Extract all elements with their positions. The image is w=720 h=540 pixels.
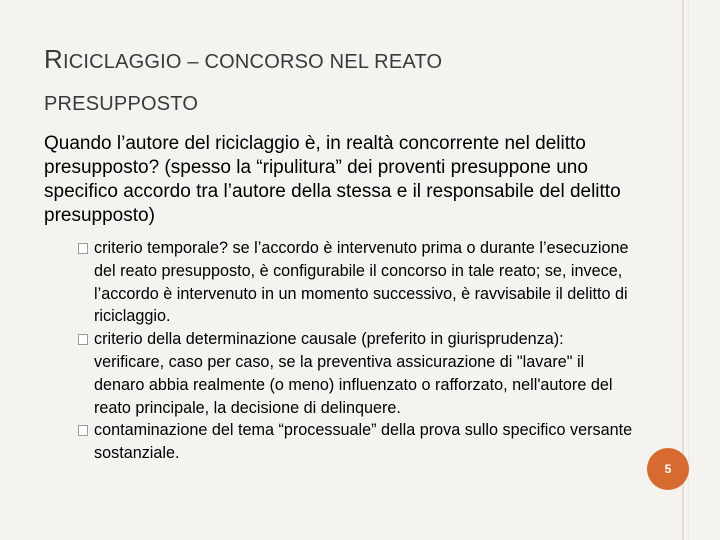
bullet-text: criterio della determinazione causale (preferito in giurisprudenza): verificare, caso per caso, se la preventiva assicurazione di "lavare" il denaro abbia realmente (o meno) influenzato o rafforzato, nell'autore del reato principale, la decisione di delinquere. bbox=[94, 330, 613, 417]
slide-title-line1 bbox=[44, 38, 644, 83]
page-number-badge: 5 bbox=[647, 448, 689, 490]
bullet-item bbox=[78, 419, 638, 465]
bullet-text: contaminazione del tema “processuale” della prova sullo specifico versante sostanziale. bbox=[94, 421, 633, 463]
slide-border-line-secondary bbox=[688, 0, 689, 540]
title-first-letter: R bbox=[44, 44, 63, 74]
checkbox-bullet-icon bbox=[78, 425, 88, 436]
bullet-item bbox=[78, 328, 638, 419]
checkbox-bullet-icon bbox=[78, 334, 88, 345]
bullet-list bbox=[78, 237, 638, 465]
title-rest: ICICLAGGIO – CONCORSO NEL REATO bbox=[62, 51, 443, 73]
checkbox-bullet-icon bbox=[78, 243, 88, 254]
slide-title bbox=[44, 38, 644, 125]
bullet-item bbox=[78, 237, 638, 328]
bullet-text: criterio temporale? se l’accordo è intervenuto prima o durante l’esecuzione del reato presupposto, è configurabile il concorso in tale reato; se, invece, l’accordo è intervenuto in un momento successivo, è ravvisabile il delitto di riciclaggio. bbox=[94, 239, 629, 326]
intro-paragraph: Quando l’autore del riciclaggio è, in realtà concorrente nel delitto presupposto? (spesso la “ripulitura” dei proventi presuppone uno specifico accordo tra l’autore della stessa e il responsabile del delitto presupposto) bbox=[44, 133, 621, 226]
slide-title-line2: PRESUPPOSTO bbox=[44, 93, 199, 115]
